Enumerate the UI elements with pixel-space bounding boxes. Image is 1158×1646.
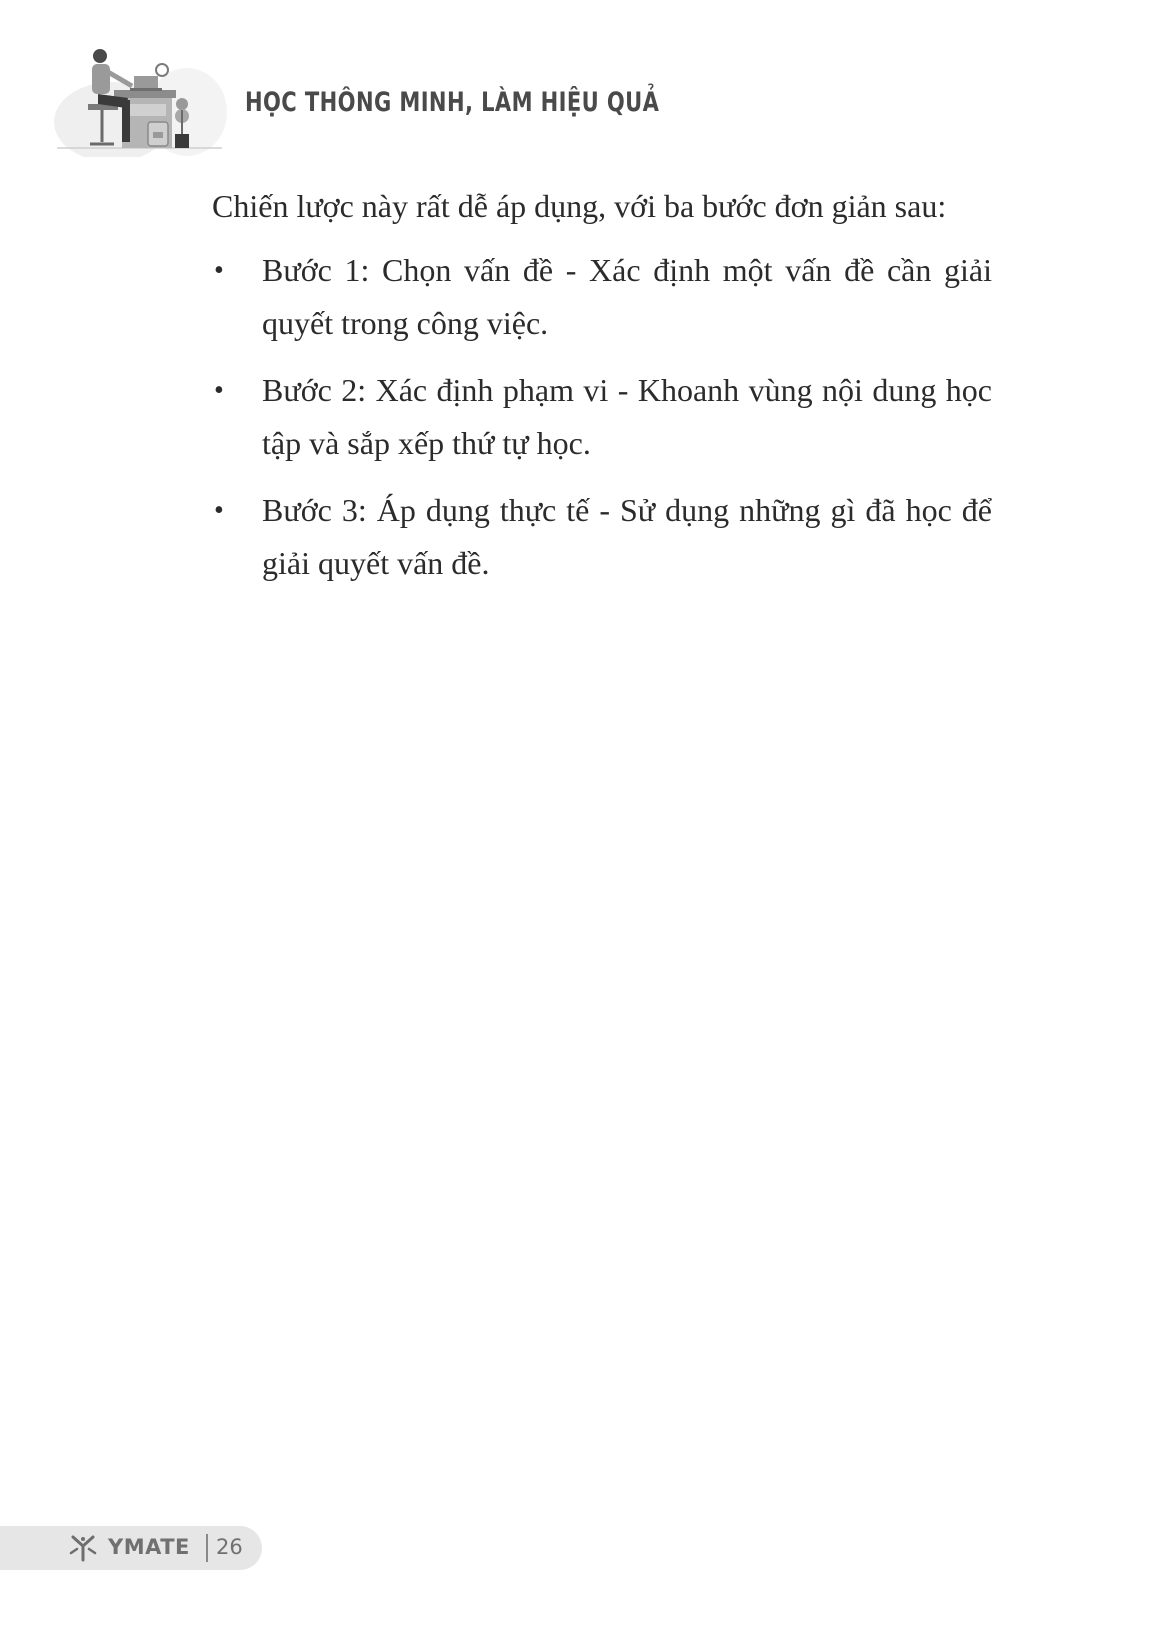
step-text: Bước 3: Áp dụng thực tế - Sử dụng những gì đã học để giải quyết vấn đề. [262,492,992,581]
bullet-icon: • [214,255,224,286]
footer-brand: YMATE [108,1535,190,1559]
running-header-title: HỌC THÔNG MINH, LÀM HIỆU QUẢ [245,87,660,118]
intro-paragraph: Chiến lược này rất dễ áp dụng, với ba bước đơn giản sau: [212,188,947,224]
step-text: Bước 2: Xác định phạm vi - Khoanh vùng nội dung học tập và sắp xếp thứ tự học. [262,372,992,461]
page-body [212,180,992,604]
step-item-2 [212,364,992,470]
page-number: 26 [216,1535,243,1559]
step-item-3 [212,484,992,590]
steps-list [212,244,992,590]
person-at-desk-illustration [52,42,227,157]
footer-divider [206,1534,208,1562]
bullet-icon: • [214,375,224,406]
page-footer [0,1526,262,1570]
step-text: Bước 1: Chọn vấn đề - Xác định một vấn đề cần giải quyết trong công việc. [262,252,992,341]
ymate-logo-icon [68,1534,98,1562]
bullet-icon: • [214,495,224,526]
page-header [52,42,752,162]
step-item-1 [212,244,992,350]
